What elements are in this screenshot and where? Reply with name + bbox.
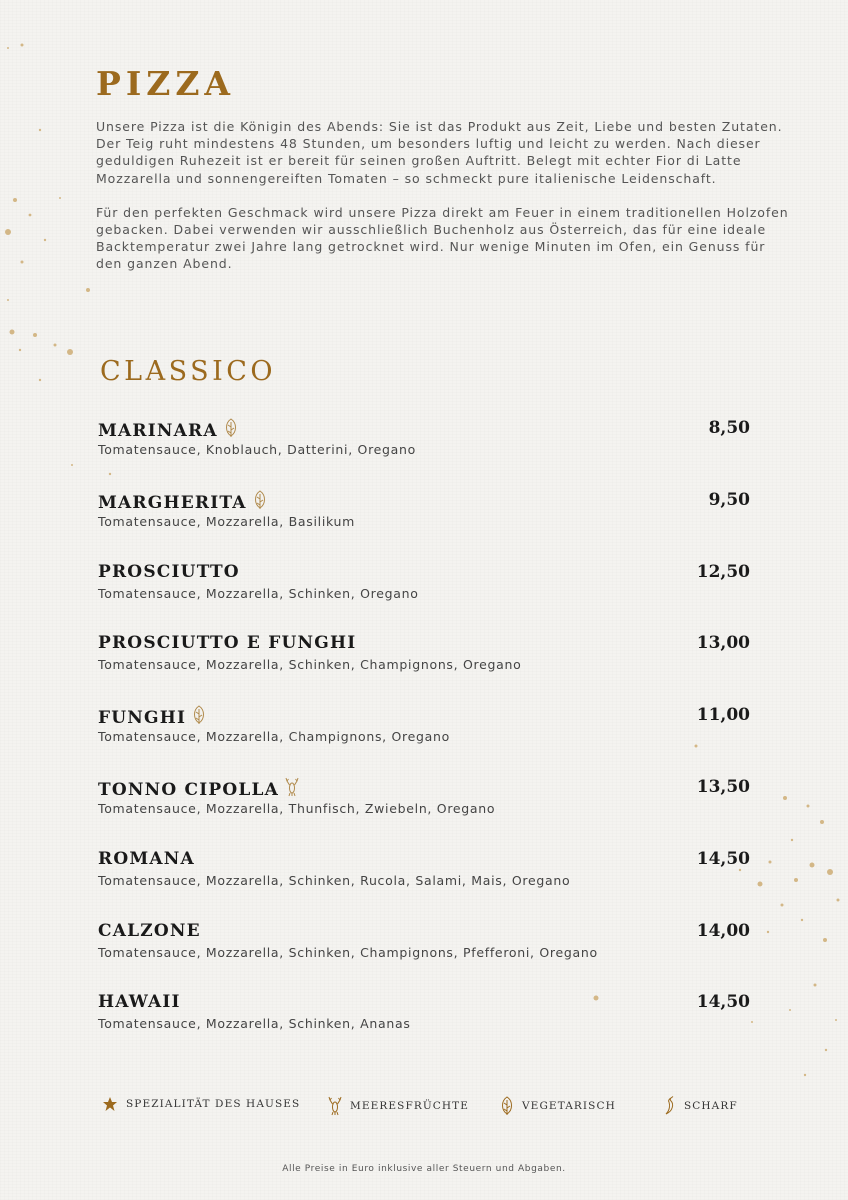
menu-item <box>98 490 750 540</box>
item-description: Tomatensauce, Mozzarella, Schinken, Champignons, Pfefferoni, Oregano <box>98 945 598 960</box>
intro-paragraph-1: Unsere Pizza ist die Königin des Abends: Sie ist das Produkt aus Zeit, Liebe und besten Zutaten. Der Teig ruht mindestens 48 Stunden, um besonders luftig und leicht zu werden. Nach dieser geduldigen Ruhezeit ist er bereit für seinen großen Auftritt. Belegt mit echter Fior di Latte Mozzarella und sonnengereiften Tomaten – so schmeckt pure italienische Leidenschaft. <box>96 119 783 186</box>
leaf-icon <box>500 1096 514 1116</box>
menu-item <box>98 418 750 468</box>
legend <box>102 1096 752 1120</box>
section-title: CLASSICO <box>100 356 277 387</box>
page-title: PIZZA <box>96 64 236 103</box>
item-price: 9,50 <box>708 490 750 510</box>
item-name <box>98 418 238 443</box>
menu-item <box>98 921 750 971</box>
lobster-icon <box>285 777 299 802</box>
item-name <box>98 921 201 941</box>
item-description: Tomatensauce, Mozzarella, Champignons, Oregano <box>98 729 450 744</box>
item-name-text: FUNGHI <box>98 708 187 728</box>
item-description: Tomatensauce, Knoblauch, Datterini, Oregano <box>98 442 417 457</box>
item-name-text: HAWAII <box>98 992 181 1012</box>
menu-item <box>98 849 750 899</box>
item-name <box>98 633 356 653</box>
leaf-icon <box>224 418 238 443</box>
item-price: 14,50 <box>696 849 750 869</box>
menu-item <box>98 633 750 683</box>
item-name-text: PROSCIUTTO <box>98 562 240 582</box>
legend-seafood-label: MEERESFRÜCHTE <box>350 1100 470 1112</box>
item-description: Tomatensauce, Mozzarella, Schinken, Rucola, Salami, Mais, Oregano <box>98 873 571 888</box>
legend-seafood <box>328 1096 469 1116</box>
price-note: Alle Preise in Euro inklusive aller Steuern und Abgaben. <box>282 1164 566 1174</box>
chili-icon <box>662 1096 676 1116</box>
lobster-icon <box>328 1096 342 1116</box>
item-name <box>98 562 240 582</box>
menu-item <box>98 562 750 612</box>
item-name-text: TONNO CIPOLLA <box>98 780 280 800</box>
star-icon <box>102 1096 118 1112</box>
item-description: Tomatensauce, Mozzarella, Basilikum <box>98 514 356 529</box>
legend-specialty-label: SPEZIALITÄT DES HAUSES <box>126 1098 301 1110</box>
item-description: Tomatensauce, Mozzarella, Schinken, Oregano <box>98 586 419 601</box>
item-description: Tomatensauce, Mozzarella, Thunfisch, Zwiebeln, Oregano <box>98 801 496 816</box>
leaf-icon <box>253 490 267 515</box>
legend-vegetarian-label: VEGETARISCH <box>522 1100 616 1112</box>
intro-paragraph-2: Für den perfekten Geschmack wird unsere Pizza direkt am Feuer in einem traditionellen Holzofen gebacken. Dabei verwenden wir ausschließlich Buchenholz aus Österreich, das für eine ideale Backtemperatur zwei Jahre lang getrocknet wird. Nur wenige Minuten im Ofen, ein Genuss für den ganzen Abend. <box>96 204 789 272</box>
item-price: 11,00 <box>696 705 750 725</box>
item-price: 14,00 <box>696 921 750 941</box>
item-price: 13,50 <box>696 777 750 797</box>
item-name-text: CALZONE <box>98 921 201 941</box>
menu-item <box>98 777 750 827</box>
item-name-text: MARINARA <box>98 421 218 441</box>
legend-vegetarian <box>500 1096 616 1116</box>
item-price: 13,00 <box>696 633 750 653</box>
item-name <box>98 777 299 802</box>
legend-spicy <box>662 1096 738 1116</box>
legend-spicy-label: SCHARF <box>684 1100 738 1112</box>
item-name <box>98 705 206 730</box>
item-name-text: ROMANA <box>98 849 195 869</box>
item-description: Tomatensauce, Mozzarella, Schinken, Ananas <box>98 1016 411 1031</box>
item-name <box>98 490 267 515</box>
menu-item <box>98 992 750 1042</box>
legend-specialty <box>102 1096 300 1112</box>
item-price: 8,50 <box>708 418 750 438</box>
menu-item <box>98 705 750 755</box>
item-price: 14,50 <box>696 992 750 1012</box>
item-name-text: PROSCIUTTO E FUNGHI <box>98 633 357 653</box>
item-name-text: MARGHERITA <box>98 493 247 513</box>
leaf-icon <box>192 705 206 730</box>
item-price: 12,50 <box>696 562 750 582</box>
item-name <box>98 849 195 869</box>
intro-text <box>96 118 796 273</box>
item-name <box>98 992 181 1012</box>
item-description: Tomatensauce, Mozzarella, Schinken, Champignons, Oregano <box>98 657 522 672</box>
